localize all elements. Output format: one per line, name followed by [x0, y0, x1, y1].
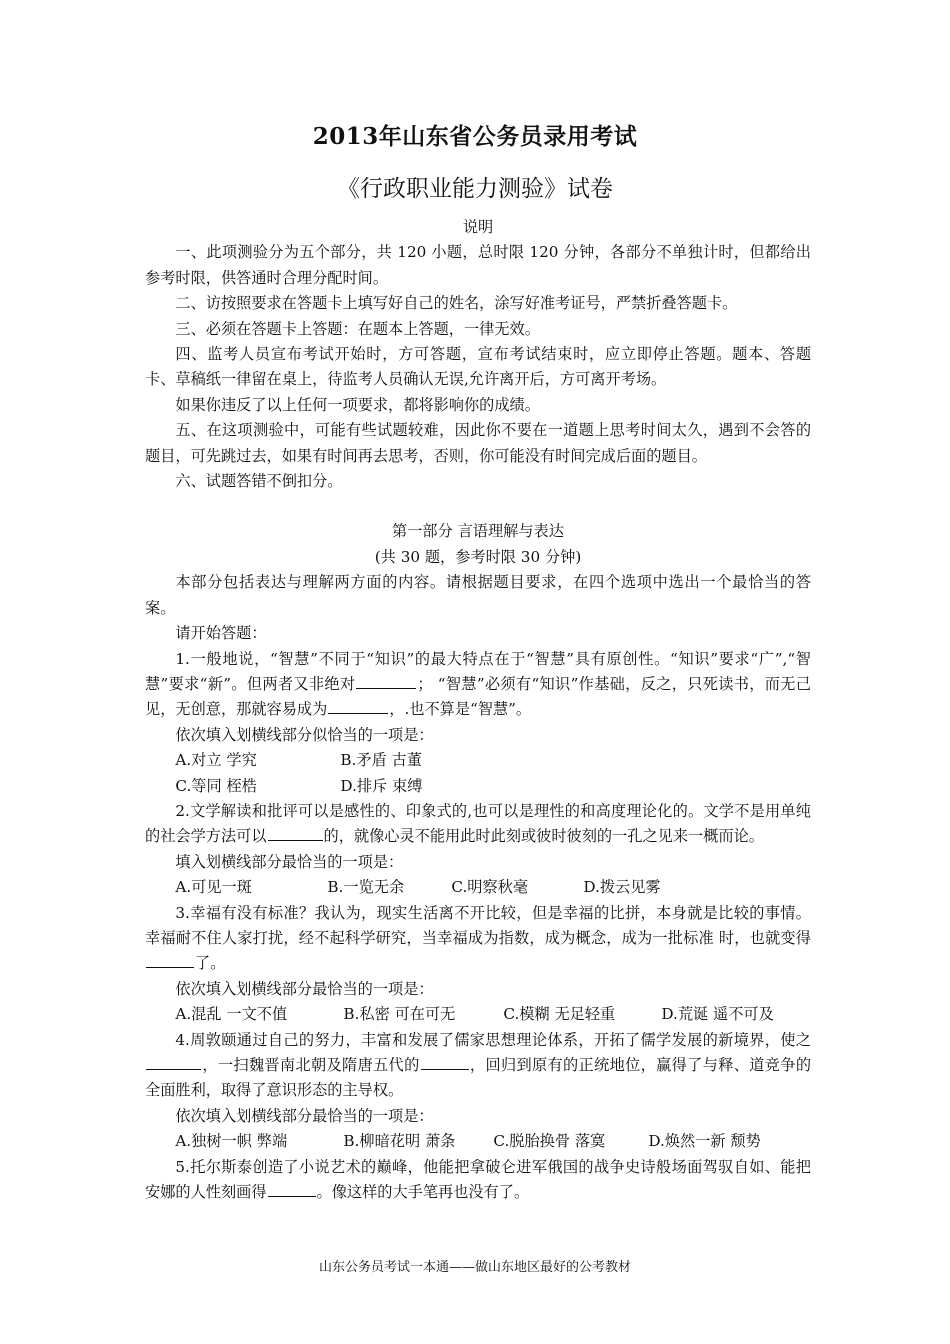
exam-title-text: 年山东省公务员录用考试 [378, 123, 638, 150]
question-1-stem [145, 647, 811, 723]
question-3-option-a[interactable]: A.混乱 一文不值 [175, 1005, 288, 1024]
question-3-text-b: 了。 [195, 954, 226, 973]
question-1-options-row-2 [145, 774, 811, 799]
question-3-option-b[interactable]: B.私密 可在可无 [343, 1005, 456, 1024]
exam-subtitle: 《行政职业能力测验》试卷 [337, 176, 613, 202]
question-5-text-b: 。像这样的大手笔再也没有了。 [316, 1183, 530, 1202]
section-gap [145, 494, 811, 519]
question-3-text-a: 3.幸福有没有标准？我认为，现实生活离不开比较，但是幸福的比拼，本身就是比较的事情。幸福耐不住人家打扰，经不起科学研究，当幸福成为指数，成为概念，成为一批标准 时，也就变得 [145, 903, 811, 947]
question-4-option-c[interactable]: C.脱胎换骨 落寞 [493, 1132, 606, 1151]
question-2-text-a: 2.文学解读和批评可以是感性的、印象式的,也可以是理性的和高度理论化的。文学不是用单纯的社会学方法可以 [145, 801, 811, 846]
question-4-text-b: ，一扫魏晋南北朝及隋唐五代的 [202, 1056, 420, 1074]
section-title: 第一部分 言语理解与表达 [392, 522, 564, 541]
question-1-text-b: ； “智慧”必须有“知识”作基础，反之，只死读书，而无己见，无创意，那就容易成为 [145, 674, 811, 719]
question-1-blank-1 [356, 672, 416, 689]
question-4-option-b[interactable]: B.柳暗花明 萧条 [343, 1132, 456, 1151]
instruction-item-4: 四、监考人员宣布考试开始时，方可答题，宣布考试结束时，应立即停止答题。题本、答题卡、草稿纸一律留在桌上，待监考人员确认无误,允许离开后，方可离开考场。 [145, 345, 811, 389]
question-5-stem [145, 1155, 811, 1206]
question-4-option-d[interactable]: D.焕然一新 颓势 [648, 1132, 761, 1151]
question-4-options [145, 1129, 811, 1154]
instruction-item-6: 六、试题答错不倒扣分。 [175, 472, 343, 491]
instruction-item-2: 二、访按照要求在答题卡上填写好自己的姓名，涂写好准考证号，严禁折叠答题卡。 [175, 294, 738, 313]
question-1-options-row-1 [145, 748, 811, 773]
question-3-option-d[interactable]: D.荒诞 遥不可及 [661, 1005, 774, 1024]
section-intro: 本部分包括表达与理解两方面的内容。请根据题目要求，在四个选项中选出一个最恰当的答案。 [145, 573, 811, 617]
question-4-option-a[interactable]: A.独树一帜 弊端 [175, 1132, 288, 1151]
question-3-options [145, 1002, 811, 1027]
question-1-blank-2 [328, 697, 388, 714]
exam-title-year: 2013 [312, 123, 379, 150]
question-2-text-b: 的，就像心灵不能用此时此刻或彼时彼刻的一孔之见来一概而论。 [323, 827, 764, 846]
question-1-option-c[interactable]: C.等同 桎梏 [175, 776, 257, 795]
question-1-text-a: 1.一般地说，“智慧”不同于“知识”的最大特点在于“智慧”具有原创性。“知识”要求“广”,“智慧”要求“新”。但两者又非绝对 [145, 649, 811, 693]
exam-title [0, 118, 950, 151]
instruction-item-warning: 如果你违反了以上任何一项要求，都将影响你的成绩。 [175, 395, 540, 414]
page-footer: 山东公务员考试一本通——做山东地区最好的公考教材 [318, 1260, 631, 1275]
instruction-item-1: 一、此项测验分为五个部分，共 120 小题，总时限 120 分钟，各部分不单独计时，但都给出参考时限，供答通时合理分配时间。 [145, 243, 811, 287]
question-5-blank-1 [268, 1180, 316, 1197]
question-1-option-b[interactable]: B.矛盾 古董 [340, 751, 422, 770]
question-2-options [145, 875, 811, 900]
question-1-option-a[interactable]: A.对立 学究 [175, 751, 257, 770]
question-5-text-a: 5.托尔斯泰创造了小说艺术的巅峰，他能把拿破仑进军俄国的战争史诗般场面驾驭自如、能把安娜的人性刻画得 [145, 1157, 811, 1202]
exam-body [145, 215, 811, 1205]
question-2-option-c[interactable]: C.明察秋毫 [451, 878, 529, 897]
section-subtitle: (共 30 题，参考时限 30 分钟) [374, 547, 582, 566]
question-4-stem [145, 1028, 811, 1104]
question-4-blank-2 [421, 1053, 469, 1070]
instructions-heading: 说明 [462, 218, 494, 236]
question-4-prompt: 依次填入划横线部分最恰当的一项是： [175, 1106, 434, 1125]
question-2-option-d[interactable]: D.拨云见雾 [583, 878, 661, 897]
question-3-option-c[interactable]: C.模糊 无足轻重 [503, 1005, 616, 1024]
question-4-text-a: 4.周敦颐通过自己的努力，丰富和发展了儒家思想理论体系，开拓了儒学发展的新境界，使之 [175, 1030, 811, 1049]
question-4-text-c: ，回归到原有的正统地位，赢得了与释、道竞争的全面胜利，取得了意识形态的主导权。 [145, 1056, 812, 1100]
question-1-prompt: 依次填入划横线部分似恰当的一项是： [175, 725, 434, 744]
question-4-blank-1 [146, 1053, 201, 1070]
question-3-blank-1 [146, 951, 194, 968]
instruction-item-3: 三、必须在答题卡上答题：在题本上答题，一律无效。 [175, 319, 540, 338]
question-2-blank-1 [268, 824, 323, 841]
question-2-option-b[interactable]: B.一览无余 [327, 878, 405, 897]
question-1-option-d[interactable]: D.排斥 束缚 [340, 776, 423, 795]
question-3-stem [145, 901, 811, 977]
instruction-item-5: 五、在这项测验中，可能有些试题较难，因此你不要在一道题上思考时间太久，遇到不会答的题目，可先跳过去，如果有时间再去思考，否则，你可能没有时间完成后面的题目。 [145, 421, 811, 465]
question-1-text-c: ，.也不算是“智慧”。 [389, 700, 532, 719]
question-2-option-a[interactable]: A.可见一斑 [175, 878, 252, 897]
section-start: 请开始答题： [175, 624, 267, 643]
question-3-prompt: 依次填入划横线部分最恰当的一项是： [175, 979, 434, 998]
question-2-prompt: 填入划横线部分最恰当的一项是： [175, 852, 404, 871]
question-2-stem [145, 799, 811, 850]
